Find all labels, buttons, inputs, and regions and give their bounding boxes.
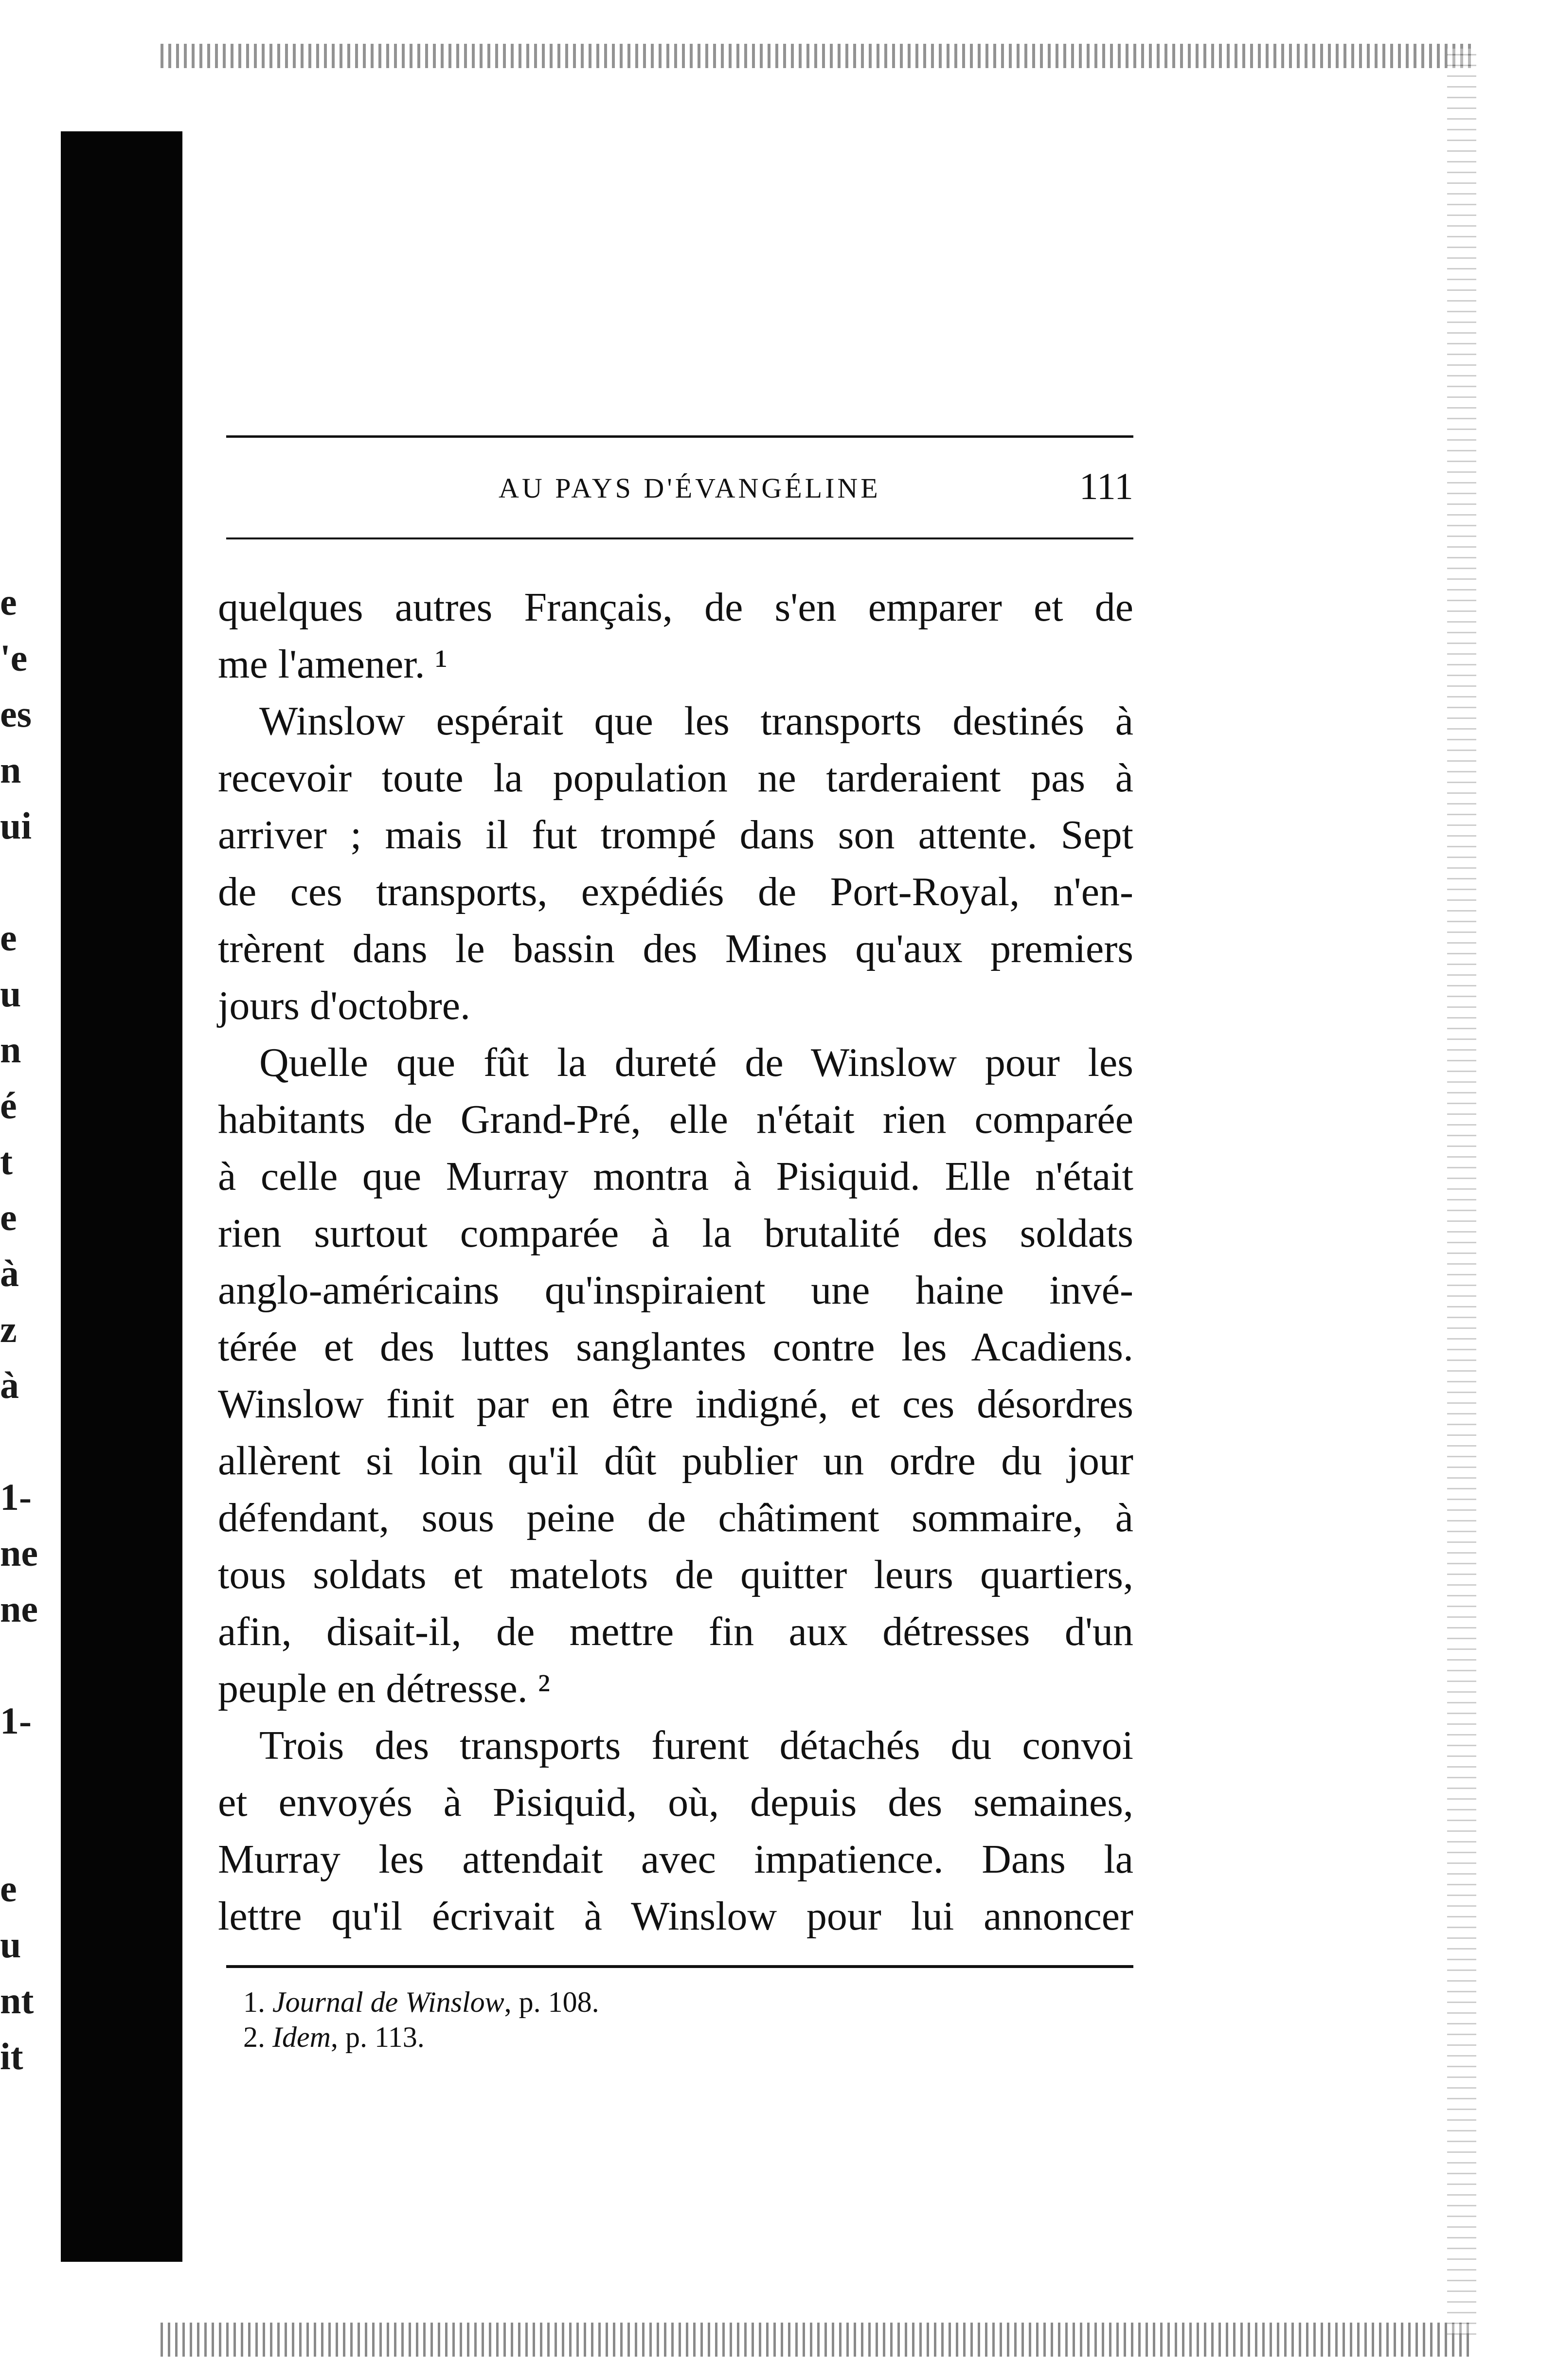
margin-fragment <box>0 1805 29 1861</box>
margin-fragment: 'e <box>0 637 28 679</box>
footnote-number: 2. <box>243 2021 265 2053</box>
footnote-source: Journal de Winslow <box>272 1986 504 2018</box>
text-line: térée et des luttes sanglantes contre les Acadiens. <box>218 1324 1133 1370</box>
footnote-ref: , p. 108. <box>504 1986 599 2018</box>
margin-fragment: 1- <box>0 1700 32 1742</box>
text-line: arriver ; mais il fut trompé dans son attente. Sept <box>218 812 1133 858</box>
margin-fragment <box>0 1637 29 1693</box>
running-head <box>226 462 1133 516</box>
margin-fragment <box>0 1413 29 1469</box>
text-line: allèrent si loin qu'il dût publier un ordre du jour <box>218 1438 1133 1484</box>
text-line: de ces transports, expédiés de Port-Royal, n'en- <box>218 869 1133 914</box>
footnote-number: 1. <box>243 1986 265 2018</box>
margin-fragment: it <box>0 2035 23 2077</box>
margin-fragment: n <box>0 749 21 791</box>
scan-top-border <box>161 44 1474 68</box>
text-line: habitants de Grand-Pré, elle n'était rien comparée <box>218 1097 1133 1142</box>
text-line: Trois des transports furent détachés du convoi <box>259 1723 1133 1768</box>
margin-fragment: à <box>0 1252 19 1294</box>
margin-fragment: ui <box>0 805 32 847</box>
footnote-1 <box>243 1985 1070 2020</box>
text-line: peuple en détresse. ² <box>218 1666 550 1711</box>
text-line: quelques autres Français, de s'en emparer et de <box>218 585 1133 630</box>
text-line: Quelle que fût la dureté de Winslow pour les <box>259 1040 1133 1085</box>
margin-fragment: é <box>0 1084 17 1127</box>
scan-dark-edge <box>61 131 182 2262</box>
text-line: Murray les attendait avec impatience. Dans la <box>218 1837 1133 1882</box>
margin-fragment: nt <box>0 1979 34 2022</box>
header-rule-top <box>226 435 1133 438</box>
footnote-rule <box>226 1965 1133 1968</box>
scan-right-border <box>1447 49 1476 2335</box>
footnote-ref: , p. 113. <box>330 2021 425 2053</box>
margin-fragment: 1- <box>0 1476 32 1518</box>
margin-fragment: e <box>0 1196 17 1238</box>
margin-fragment: e <box>0 1867 17 1910</box>
facing-page-fragments <box>0 574 38 2084</box>
text-line: Winslow finit par en être indigné, et ces désordres <box>218 1381 1133 1427</box>
margin-fragment: u <box>0 1923 21 1966</box>
text-line: à celle que Murray montra à Pisiquid. Elle n'était <box>218 1154 1133 1199</box>
page-number: 111 <box>1079 465 1133 507</box>
scan-bottom-border <box>161 2323 1474 2357</box>
margin-fragment: n <box>0 1028 21 1071</box>
margin-fragment <box>0 854 29 910</box>
text-line: jours d'octobre. <box>218 983 471 1028</box>
body-text <box>218 579 1133 1945</box>
text-line: recevoir toute la population ne tarderaient pas à <box>218 755 1133 801</box>
margin-fragment: à <box>0 1364 19 1406</box>
margin-fragment: es <box>0 693 32 735</box>
footnotes <box>243 1985 1070 2055</box>
text-line: tous soldats et matelots de quitter leurs quartiers, <box>218 1552 1133 1597</box>
text-line: défendant, sous peine de châtiment sommaire, à <box>218 1495 1133 1540</box>
text-line: anglo-américains qu'inspiraient une haine invé- <box>218 1268 1133 1313</box>
margin-fragment <box>0 1749 29 1805</box>
header-rule-bottom <box>226 537 1133 539</box>
margin-fragment: z <box>0 1308 17 1350</box>
text-line: rien surtout comparée à la brutalité des soldats <box>218 1211 1133 1256</box>
text-line: lettre qu'il écrivait à Winslow pour lui annoncer <box>218 1894 1133 1939</box>
text-line: et envoyés à Pisiquid, où, depuis des semaines, <box>218 1780 1133 1825</box>
text-line: Winslow espérait que les transports destinés à <box>259 698 1133 744</box>
text-line: trèrent dans le bassin des Mines qu'aux premiers <box>218 926 1133 971</box>
footnote-2 <box>243 2020 1070 2055</box>
running-head-title: AU PAYS D'ÉVANGÉLINE <box>499 472 881 504</box>
footnote-source: Idem <box>272 2021 331 2053</box>
margin-fragment: t <box>0 1140 13 1182</box>
margin-fragment: e <box>0 581 17 623</box>
text-line: me l'amener. ¹ <box>218 642 448 687</box>
margin-fragment: u <box>0 972 21 1015</box>
margin-fragment: ne <box>0 1588 38 1630</box>
margin-fragment: ne <box>0 1532 38 1574</box>
text-line: afin, disait-il, de mettre fin aux détresses d'un <box>218 1609 1133 1654</box>
margin-fragment: e <box>0 916 17 959</box>
